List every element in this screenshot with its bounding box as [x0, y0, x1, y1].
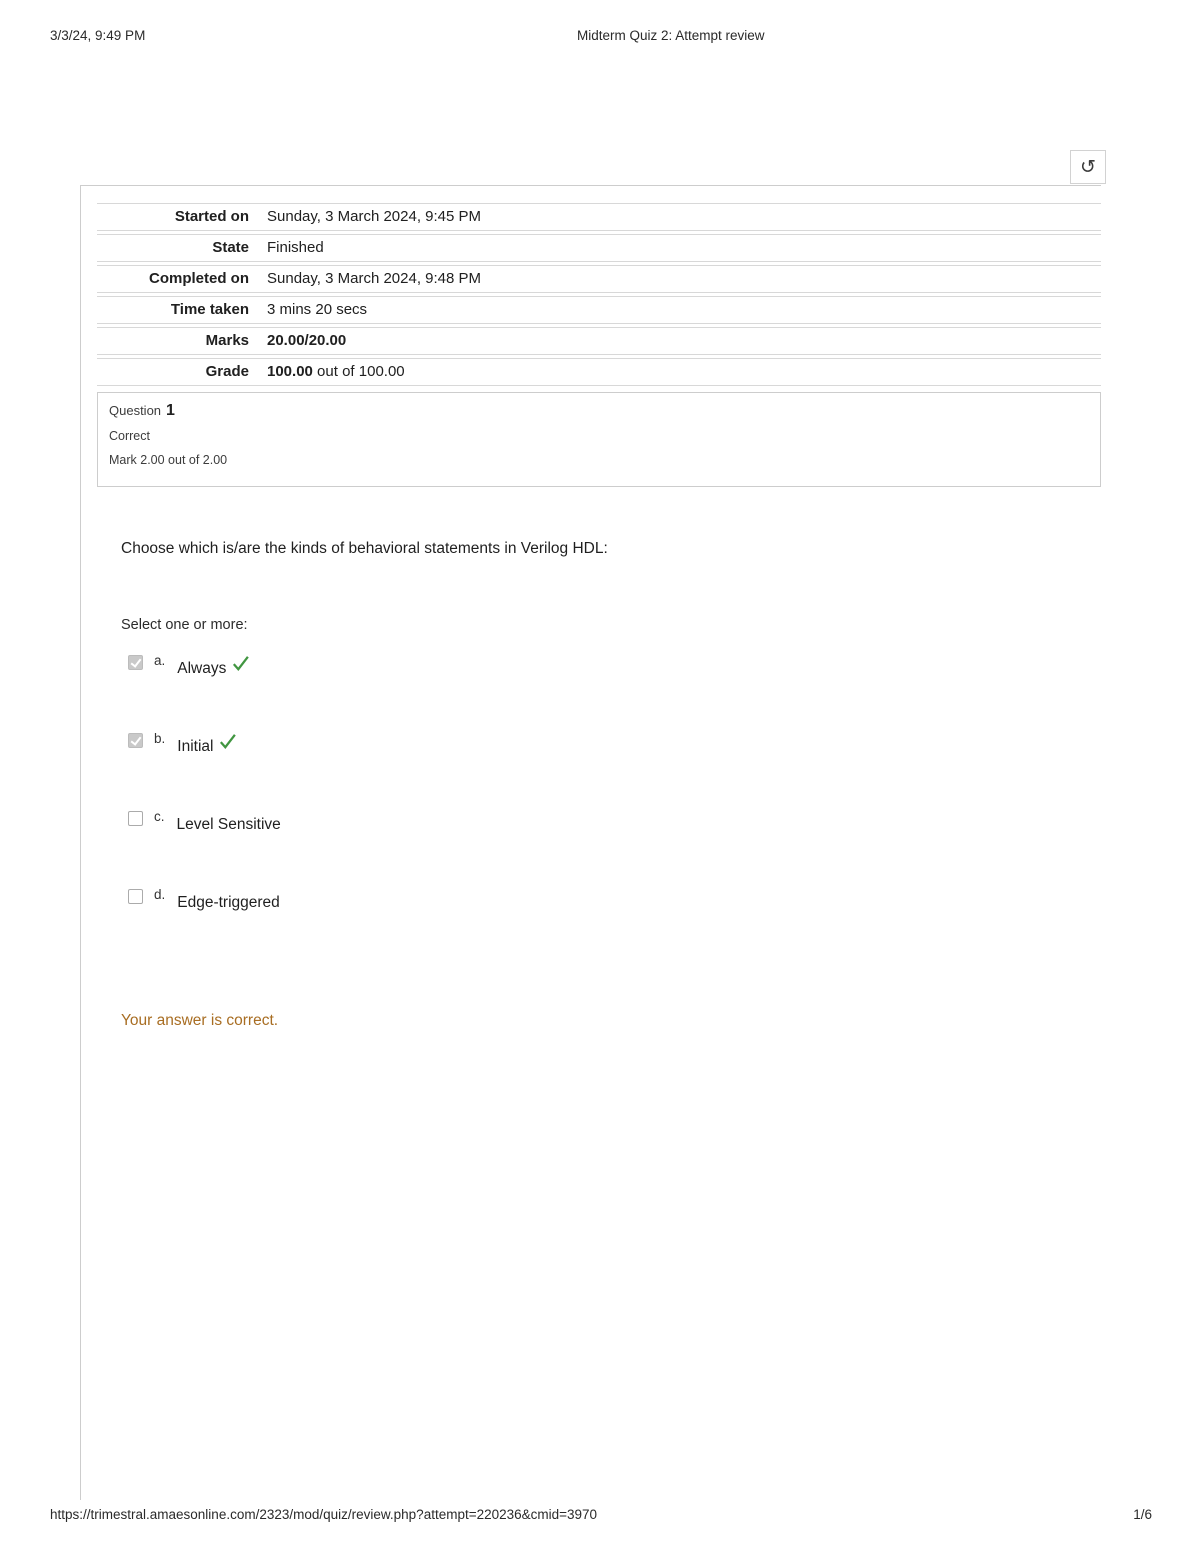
summary-label: Marks	[97, 327, 249, 355]
question-mark: Mark 2.00 out of 2.00	[109, 453, 228, 467]
option-letter: d.	[154, 887, 166, 902]
checkbox[interactable]	[128, 889, 143, 904]
print-url: https://trimestral.amaesonline.com/2323/mod/quiz/review.php?attempt=220236&cmid=3970	[50, 1507, 598, 1522]
correct-check-icon	[231, 654, 249, 672]
attempt-summary-table	[97, 200, 1101, 389]
history-icon: ↺	[1080, 155, 1096, 178]
page-number: 1/6	[1133, 1507, 1152, 1522]
summary-label: Grade	[97, 358, 249, 386]
option-label: Level Sensitive	[176, 816, 281, 833]
history-button[interactable]	[1070, 150, 1106, 184]
correct-check-icon	[218, 732, 236, 750]
option-label: Initial	[177, 738, 214, 755]
answer-feedback: Your answer is correct.	[121, 1012, 279, 1029]
summary-value: 3 mins 20 secs	[249, 296, 1101, 324]
question-number: 1	[166, 402, 175, 419]
print-datetime: 3/3/24, 9:49 PM	[50, 28, 146, 43]
question-text: Choose which is/are the kinds of behavioral statements in Verilog HDL:	[121, 540, 608, 557]
print-title: Midterm Quiz 2: Attempt review	[577, 28, 765, 43]
option-label: Edge-triggered	[177, 894, 280, 911]
answer-option-d[interactable]	[128, 883, 1101, 961]
option-letter: c.	[154, 809, 165, 824]
question-status: Correct	[109, 429, 150, 443]
option-letter: b.	[154, 731, 166, 746]
option-letter: a.	[154, 653, 166, 668]
question-word: Question	[109, 403, 162, 418]
summary-label: Started on	[97, 203, 249, 231]
summary-row	[97, 358, 1101, 386]
grade-number: 100.00	[267, 363, 313, 380]
option-label: Always	[177, 660, 227, 677]
answer-prompt: Select one or more:	[121, 617, 248, 633]
summary-value: Sunday, 3 March 2024, 9:45 PM	[249, 203, 1101, 231]
answer-options	[128, 649, 1101, 961]
checkbox[interactable]	[128, 733, 143, 748]
summary-row	[97, 234, 1101, 262]
print-footer	[50, 1507, 1152, 1522]
summary-value: Sunday, 3 March 2024, 9:48 PM	[249, 265, 1101, 293]
summary-row	[97, 203, 1101, 231]
summary-label: State	[97, 234, 249, 262]
summary-value: 20.00/20.00	[249, 327, 1101, 355]
summary-row	[97, 327, 1101, 355]
answer-option-b[interactable]	[128, 727, 1101, 805]
checkbox[interactable]	[128, 655, 143, 670]
summary-value: Finished	[249, 234, 1101, 262]
grade-suffix: out of 100.00	[312, 363, 405, 380]
answer-option-a[interactable]	[128, 649, 1101, 727]
question-info-box	[97, 392, 1101, 487]
checkbox[interactable]	[128, 811, 143, 826]
summary-label: Time taken	[97, 296, 249, 324]
answer-option-c[interactable]	[128, 805, 1101, 883]
summary-label: Completed on	[97, 265, 249, 293]
summary-value	[249, 358, 1101, 386]
summary-row	[97, 265, 1101, 293]
quiz-review-panel	[80, 185, 1101, 1500]
summary-row	[97, 296, 1101, 324]
question-heading	[109, 402, 1100, 420]
